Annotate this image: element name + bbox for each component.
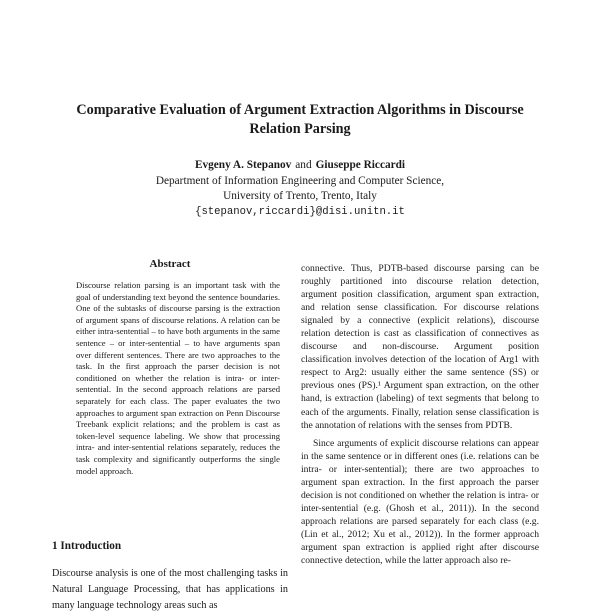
body-paragraph-2: Since arguments of explicit discourse relations can appear in the same sentence or in different ones (i.e. relations can be intra- or inter-sentential); there are two approaches to argument span extraction. In the first approach the parser decision is not conditioned on whether the relation is intra- or inter-sentential (e.g. (Ghosh et al., 2011)). In the second approach relations are parsed separately for each class (e.g. (Lin et al., 2012; Xu et al., 2012)). In the former approach argument span extraction is applied right after discourse connective detection, while the latter approach also re- <box>301 437 539 567</box>
introduction-text: Discourse analysis is one of the most challenging tasks in Natural Language Processing, that has applications in many language technology areas such as <box>52 568 288 611</box>
author-email: {stepanov,riccardi}@disi.unitn.it <box>195 205 405 218</box>
right-column <box>301 262 539 567</box>
abstract-heading: Abstract <box>149 258 191 270</box>
left-column <box>52 258 288 477</box>
affiliation-line-1: Department of Information Engineering and Computer Science, <box>155 174 445 187</box>
paper-title-line-2: Relation Parsing <box>249 121 351 137</box>
introduction-heading: 1 Introduction <box>52 540 122 552</box>
author-separator: and <box>295 159 312 171</box>
author-1: Evgeny A. Stepanov <box>194 159 292 171</box>
affiliation-line-2: University of Trento, Trento, Italy <box>223 190 377 202</box>
abstract-text: Discourse relation parsing is an important task with the goal of understanding text beyond the sentence boundaries. One of the subtasks of discourse parsing is the extraction of argument spans of discourse relations. A relation can be either intra-sentential – to have both arguments in the same sentence – or inter-sentential – to have arguments span over different sentences. There are two approaches to the task. In the first approach the parser decision is not conditioned on whether the relation is intra- or inter-sentential. In the second approach relations are parsed separately for each class. The paper evaluates the two approaches to argument span extraction on Penn Discourse Treebank explicit relations; and the problem is cast as token-level sequence labeling. We show that processing intra- and inter-sentential relations separately, reduces the task complexity and significantly outperforms the single model approach. <box>76 280 280 476</box>
body-paragraph-1: connective. Thus, PDTB-based discourse parsing can be roughly partitioned into discourse relation detection, argument position classification, argument span extraction, and relation sense classification. For discourse relations signaled by a connective (explicit relations), discourse relation detection is cast as classification of connectives as discourse and non-discourse. Argument position classification involves detection of the location of Arg1 with respect to Arg2: usually either the same sentence (SS) or previous ones (PS).¹ Argument span extraction, on the other hand, is extraction (labeling) of text segments that belong to each of the arguments. Finally, relation sense classification is the annotation of relations with the senses from PDTB. <box>301 263 539 431</box>
author-block <box>40 158 560 220</box>
author-2: Giuseppe Riccardi <box>315 159 406 171</box>
author-names <box>40 158 560 174</box>
paper-title <box>40 101 560 139</box>
paper-title-line-1: Comparative Evaluation of Argument Extraction Algorithms in Discourse <box>76 102 524 118</box>
